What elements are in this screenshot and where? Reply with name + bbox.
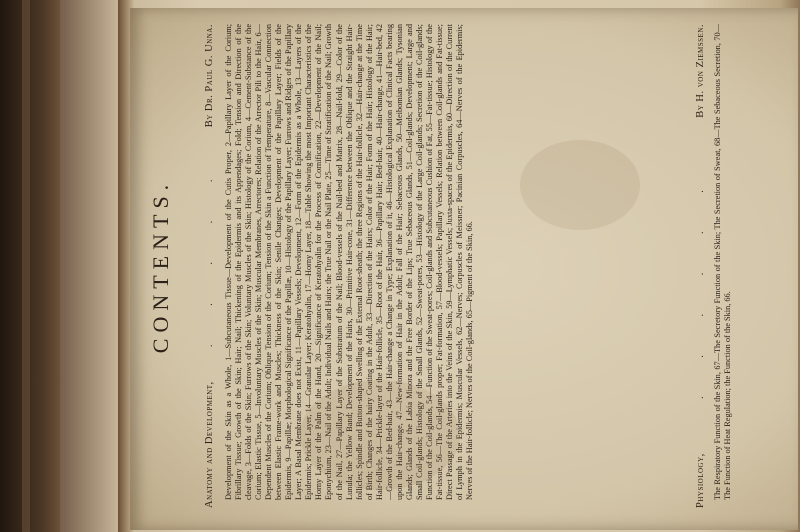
book-spine (0, 0, 60, 532)
section-body-anatomy: Development of the Skin as a Whole, 1—Subcutaneous Tissue—Development of the Cutis Proper, 2—Papillary Layer of the Corium; Fibrillary Tissue; Growth of the Skin; Hair; Nail; Thickening of the Epidermis and its Appendages; Fold; Tension and Direction of the cleavage, 3—Folds of the Skin; Furrows of the Skin; Voluntary Muscles of the Skin; Histology of the Corium, 4—Cement-Substance of the Corium; Elastic Tissue, 5—Involuntary Muscles of the Skin; Muscular Membranes, Arrectores; Relation of the Arrector Pili to the Hair, 6—Dependent Muscles of the Corium; Oblique Tension of the Corium; Tension of the Skin a Function of Temperature, 8—Vascular Connection between Elastic Frame-work and Muscles; Thickness of the Skin; Senile Changes; Development of the Papillary Layer; Fields of the Epidermis, 9—Papillæ; Morphological Significance of the Papillæ, 10—Histology of the Papillary Layer; Furrows and Ridges of the Papillary Layer; A Basal Membrane does not Exist, 11—Papillary Vessels; Development, 12—Form of the Epidermis as a Whole, 13—Layers of the Epidermis; Prickle Layer, 14—Granular Layer; Keratohyalin, 17—Horny Layer, 18—Table Showing the most Important Characteristics of the Horny Layer of the Palm of the Hand, 20—Significance of Keratohyalin for the Process of Cornification, 22—Development of the Nail; Eponychium, 23—Nail of the Adult; Individual Nails and Hairs; the True Nail or the Nail Plate, 25—Time of Stratification of the Nail; Growth of the Nail, 27—Papillary Layer of the Substratum of the Nail; Blood-vessels of the Nail-bed and Matrix, 28—Nail-fold, 29—Color of the Lunula; the Yellow Band; Development of the Hairs, 30—Primitive Hair-cone, 31—Difference between the Oblique and the Straight Hair-follicles; Spindle and Button-shaped Swelling of the External Root-sheath; the three Regions of the Hair-follicle, 32—Hair-change at the Time of Birth; Changes of the hairy Coating in the Adult, 33—Direction of the Hairs; Color of the Hair; Form of the Hair; Histology of the Hair; Hair-follicle, 34—Prickle-layer of the Hair-follicle, 35—Root of the Hair, 36—Papillary Hair; Bed-hair, 40—Hair-change, 41—Hair-bed, 42—Growth of the Bed-hair, 43—the Hair-change a Change in Type; Explanation of it, 46—Histological Explanation of Clinical Facts bearing upon the Hair-change, 47—New-formation of Hair in the Adult; Fall of the Hair; Sebaceous Glands, 50—Meibomian Glands; Tysonian Glands; Glands of the Labia Minora and the Free Border of the Lips; True Sebaceous Glands, 51—Coil-glands; Development; Large and Small Coil-glands; Histology of the Small Glands, 52—Sweat-pores, 53—Histology of the Large Coil-glands; Secretion of the Coil-glands; Function of the Coil-glands, 54—Function of the Sweat-pores; Coil-glands and Subcutaneous Cushion of Fat, 55—Fat-tissue; Histology of the Fat-tissue, 56—The Coil-glands proper; Fat-formation, 57—Blood-vessels; Papillary Vessels; Relation between Coil-glands and Fat-tissue; Direct Passage of the Arteries into the Veins of the Skin, 59—Lymphatic Vessels; Juxta-spaces of the Epidermis, 60—Direction of the Current of Lymph in the Epidermis; Muscular Vessels, 62—Nerves; Corpuscles of Meissner; Pacinian Corpuscles, 64—Nerves of the Epidermis; Nerves of the Hair-follicle; Nerves of the Coil-glands, 65—Pigment of the Skin, 66. (224, 24, 475, 500)
page-title: CONTENTS. (148, 178, 173, 354)
section-title: Anatomy and Development, (204, 381, 215, 508)
section-heading-anatomy (204, 24, 215, 508)
leader-dots: . . . . . (204, 161, 215, 348)
section-author: By Dr. Paul G. Unna. (204, 24, 215, 128)
leader-dots: . . . . . . (695, 172, 706, 399)
section-title: Physiology, (695, 453, 706, 508)
section-author: By H. von Ziemssen. (695, 24, 706, 118)
rotated-content (130, 10, 790, 522)
section-heading-physiology (695, 24, 706, 508)
section-body-physiology: The Respiratory Function of the Skin, 67—The Secretory Function of the Skin; The Secretion of Sweat, 68—The Sebaceous Secretion, 70—The Function of Heat Regulation; the Function of the Skin, 66. (713, 24, 733, 500)
spine-strip (22, 0, 30, 532)
contents-page (130, 10, 790, 522)
